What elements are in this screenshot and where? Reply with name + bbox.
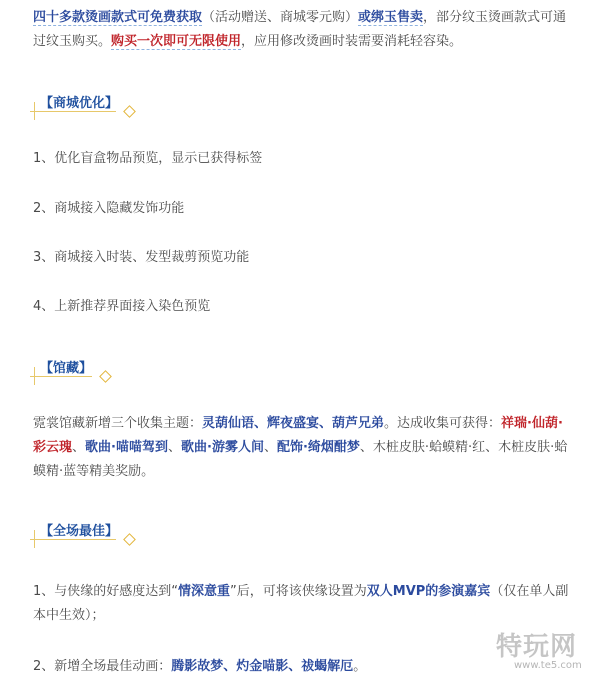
mvp-item-2-tail: 。 (353, 659, 367, 674)
watermark-url: www.te5.com (514, 660, 582, 671)
separator: 、 (263, 440, 277, 455)
diamond-icon (123, 105, 136, 118)
mvp-item-1-lead: 1、与侠缘的好感度达到“ (33, 584, 179, 599)
list-item: 2、商城接入隐藏发饰功能 (33, 201, 185, 216)
heading-underline (30, 111, 116, 112)
diamond-icon (99, 370, 112, 383)
reward-xiangrui: 祥瑞·仙葫·彩云瑰 (33, 416, 563, 455)
intro-unlimited-use: 购买一次即可无限使用 (111, 34, 242, 49)
reward-accessory: 配饰·绮烟酣梦 (276, 440, 360, 455)
diamond-icon (123, 533, 136, 546)
mvp-item-1 (33, 580, 573, 628)
intro-paragraph (33, 6, 573, 54)
intro-bound-jade: 或绑玉售卖 (358, 10, 424, 25)
list-item: 4、上新推荐界面接入染色预览 (33, 299, 211, 314)
mvp-guest: 双人MVP的参演嘉宾 (366, 584, 491, 599)
mvp-item-1-mid: ”后，可将该侠缘设置为 (230, 584, 367, 599)
mvp-item-1-tail: （仅在单人副本中生效）； (33, 584, 569, 623)
intro-jade-purchase: ，部分纹玉烫画款式可通过纹玉购买。 (33, 10, 567, 49)
section-title-mvp: 【全场最佳】 (40, 524, 119, 539)
heading-underline (30, 376, 92, 377)
intro-free-styles: 四十多款烫画款式可免费获取 (33, 10, 203, 25)
collection-other-rewards: 、木桩皮肤·蛤蟆精·红、木桩皮肤·蛤蟆精·蓝等精美奖励。 (33, 440, 568, 479)
watermark-title: 特玩网 (496, 632, 578, 662)
collection-paragraph (33, 412, 573, 484)
section-title-collection: 【馆藏】 (40, 361, 93, 376)
collection-themes: 灵葫仙语、辉夜盛宴、葫芦兄弟 (202, 416, 385, 431)
list-item: 1、优化盲盒物品预览，显示已获得标签 (33, 151, 263, 166)
collection-intro: 霓裳馆藏新增三个收集主题： (33, 416, 203, 431)
reward-song-youwu: 歌曲·游雾人间 (181, 440, 264, 455)
intro-activity-note: （活动赠送、商城零元购） (202, 10, 359, 25)
mvp-item-2 (33, 655, 573, 679)
list-item: 3、商城接入时装、发型裁剪预览功能 (33, 250, 250, 265)
intro-consume-note: ，应用修改烫画时装需要消耗轻容染。 (241, 34, 463, 49)
section-title-mall: 【商城优化】 (40, 96, 119, 111)
separator: 、 (167, 440, 181, 455)
heading-underline (30, 539, 116, 540)
mvp-animations: 腾影故梦、灼金喵影、祓蝎解厄 (171, 659, 354, 674)
watermark-logo (496, 626, 586, 676)
separator: 、 (72, 440, 86, 455)
mvp-affection-level: 情深意重 (178, 584, 231, 599)
mvp-item-2-lead: 2、新增全场最佳动画： (33, 659, 172, 674)
reward-song-miaomiao: 歌曲·喵喵驾到 (85, 440, 168, 455)
collection-reward-lead: 。达成收集可获得： (384, 416, 502, 431)
